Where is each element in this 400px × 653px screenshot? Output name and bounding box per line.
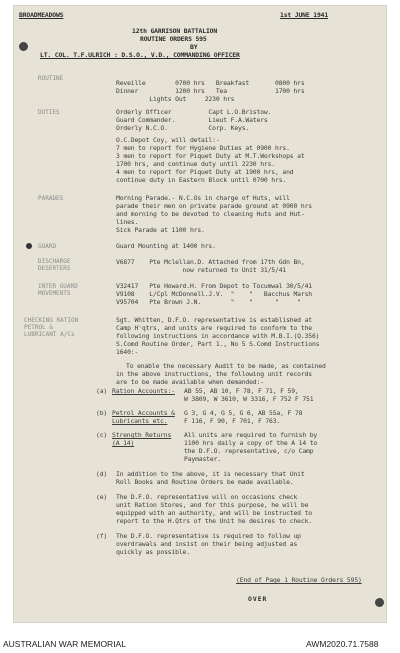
movement-line-3: V95704 Pte Brown J.N. " " " " <box>116 298 301 306</box>
document-page <box>14 6 386 622</box>
movement-line-2: V9108 L/Cpl McDonnell.J.V. " " Bacchus Marsh <box>116 290 312 298</box>
overdrawals-line-1: The D.F.O. representative is required to follow up <box>116 532 301 540</box>
overdrawals-line-2: overdrawals and insist on their being adjusted as <box>116 540 298 548</box>
date-heading: 1st JUNE 1941 <box>280 11 329 19</box>
ration-stores-line-1: The D.F.O. representative will on occasions check <box>116 493 298 501</box>
guard-label: GUARD <box>38 243 57 250</box>
duties-line-3: Orderly N.C.O. Corp. Keys. <box>116 124 250 132</box>
duties-line-7: 1700 hrs, and continue duty until 2230 hrs. <box>116 160 275 168</box>
parades-line-5: Sick Parade at 1100 hrs. <box>116 226 205 234</box>
rations-line-3: following instructions in accordance with M.B.I.(Q.356) <box>116 332 320 340</box>
over-marker: OVER <box>248 595 268 603</box>
footer-institution: AUSTRALIAN WAR MEMORIAL <box>3 639 126 649</box>
location-heading: BROADMEADOWS <box>19 11 64 19</box>
strength-returns-line-1: All units are required to furnish by <box>184 431 318 439</box>
punch-hole-top <box>19 42 28 51</box>
rations-line-2: Camp H'qtrs, and units are required to conform to the <box>116 324 312 332</box>
item-a-mark: (a) <box>96 387 108 395</box>
strength-returns-title-1: Strength Returns <box>112 431 172 439</box>
parades-line-2: parade their men on private parade ground at 0900 hrs <box>116 202 312 210</box>
audit-para-1: To enable the necessary Audit to be made, as contained <box>126 362 326 370</box>
petrol-accounts-title-1: Petrol Accounts & <box>112 409 175 417</box>
petrol-accounts-title-2: Lubricants etc. <box>112 417 168 425</box>
lubricant-label: LUBRICANT A/Cs <box>24 331 75 338</box>
parades-label: PARADES <box>38 195 64 202</box>
duties-label: DUTIES <box>38 109 60 116</box>
duties-line-5: 7 men to report for Hygiene Duties at 0900 hrs. <box>116 144 290 152</box>
routine-line-1: Reveille 0700 hrs Breakfast 0800 hrs <box>116 79 305 87</box>
inter-guard-label: INTER GUARD <box>38 283 78 290</box>
punch-hole-bottom <box>375 598 384 607</box>
duties-line-6: 3 men to report for Piquet Duty at M.T.Workshops at <box>116 152 305 160</box>
audit-para-2: in the above instructions, the following unit records <box>116 370 312 378</box>
roll-books-line-2: Roll Books and Routine Orders be made available. <box>116 478 294 486</box>
discharge-label: DISCHARGE <box>38 258 71 265</box>
duties-line-1: Orderly Officer Capt L.O.Bristow. <box>116 108 272 116</box>
item-c-mark: (c) <box>96 431 108 439</box>
guard-bullet <box>26 243 32 249</box>
rations-line-4: S.Comd Routine Order, Part 1., No 5 S.Comd Instructions <box>116 340 320 348</box>
end-of-page-note: (End of Page 1 Routine Orders 595) <box>236 576 362 584</box>
routine-label: ROUTINE <box>38 75 64 82</box>
ration-accounts-title: Ration Accounts:- <box>112 387 175 395</box>
roll-books-line-1: In addition to the above, it is necessary that Unit <box>116 470 305 478</box>
discharge-line-2: now returned to Unit 31/5/41 <box>116 266 287 274</box>
petrol-accounts-line-1: G 3, G 4, G 5, G 6, AB 55a, F 78 <box>184 409 303 417</box>
parades-line-3: and morning to be devoted to cleaning Huts and Hut- <box>116 210 305 218</box>
item-d-mark: (d) <box>96 470 108 478</box>
strength-returns-title-2: (A 14) <box>112 439 135 447</box>
duties-line-9: continue duty in Eastern Block until 0700 hrs. <box>116 176 287 184</box>
duties-line-8: 4 men to report for Piquet Duty at 1900 hrs, and <box>116 168 294 176</box>
ration-stores-line-3: equipped with an authority, and will be instructed to <box>116 509 312 517</box>
commander-line: LT. COL. T.F.ULRICH : D.S.O., V.D., COMMANDING OFFICER <box>40 51 240 59</box>
archive-footer <box>0 628 400 653</box>
audit-para-3: are to be made available when demanded:- <box>116 378 264 386</box>
duties-line-4: O.C.Depot Coy, will detail:- <box>116 136 220 144</box>
ration-stores-line-2: unit Ration Stores, and for this purpose, he will be <box>116 501 309 509</box>
rations-line-1: Sgt. Whitten, D.F.O. representative is established at <box>116 316 312 324</box>
routine-line-3: Lights Out 2230 hrs <box>116 95 235 103</box>
item-b-mark: (b) <box>96 409 108 417</box>
parades-line-1: Morning Parade.- N.C.Os in charge of Huts, will <box>116 194 290 202</box>
strength-returns-line-4: Paymaster. <box>184 455 221 463</box>
duties-line-2: Guard Commander. Lieut F.A.Waters <box>116 116 268 124</box>
footer-accession-number: AWM2020.71.7588 <box>306 639 379 649</box>
strength-returns-line-2: 1100 hrs daily a copy of the A 14 to <box>184 439 318 447</box>
discharge-line-1: V6877 Pte Mclellan.D. Attached from 17th Gdn Bn, <box>116 258 305 266</box>
checking-ration-label: CHECKING RATION <box>24 317 79 324</box>
movements-label: MOVEMENTS <box>38 290 71 297</box>
ration-stores-line-4: report to the H.Qtrs of the Unit he desires to check. <box>116 517 312 525</box>
battalion-title: 12th GARRISON BATTALION <box>132 27 218 35</box>
petrol-label: PETROL & <box>24 324 53 331</box>
movement-line-1: V32417 Pte Howard.H. From Depot to Tocumwal 30/5/41 <box>116 282 312 290</box>
overdrawals-line-3: quickly as possible. <box>116 548 190 556</box>
orders-title: ROUTINE ORDERS 595 <box>140 35 207 43</box>
item-e-mark: (e) <box>96 493 108 501</box>
rations-line-5: 1640:- <box>116 348 139 356</box>
parades-line-4: lines. <box>116 218 139 226</box>
item-f-mark: (f) <box>96 532 108 540</box>
ration-accounts-line-1: AB 55, AB 10, F 78, F 71, F 59, <box>184 387 299 395</box>
petrol-accounts-line-2: F 116, F 90, F 701, F 763. <box>184 417 281 425</box>
routine-line-2: Dinner 1200 hrs Tea 1700 hrs <box>116 87 305 95</box>
by-line: BY <box>190 43 198 51</box>
deserters-label: DESERTERS <box>38 265 71 272</box>
guard-line-1: Guard Mounting at 1400 hrs. <box>116 242 216 250</box>
strength-returns-line-3: the D.F.O. representative, c/o Camp <box>184 447 314 455</box>
ration-accounts-line-2: W 3809, W 3610, W 3316, F 752 F 751 <box>184 395 314 403</box>
